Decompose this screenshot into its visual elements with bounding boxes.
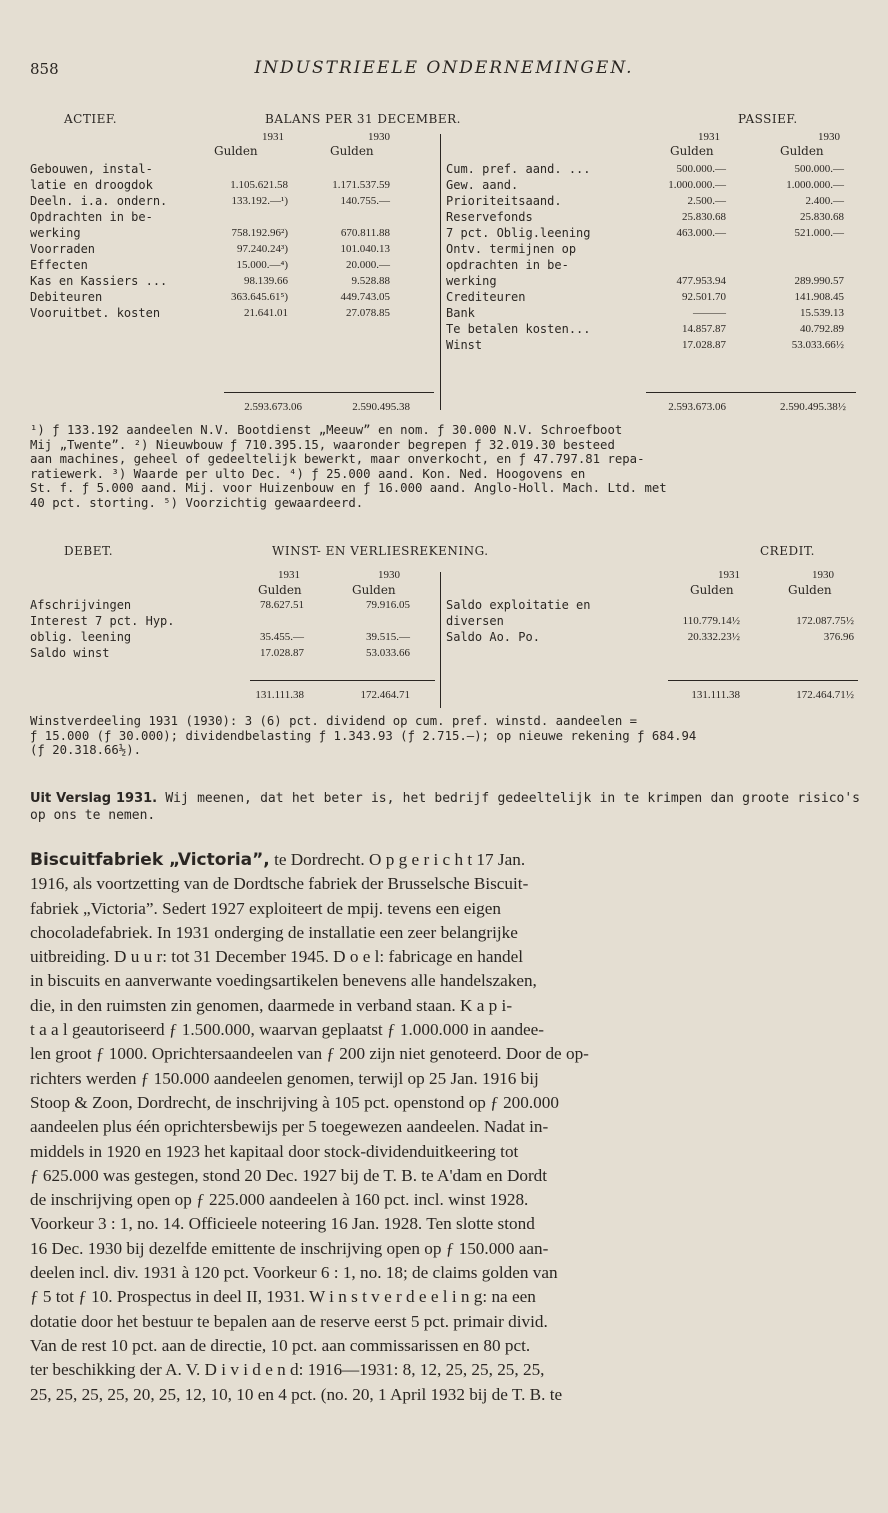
asset-row-label: Effecten (30, 258, 88, 272)
company-line: uitbreiding. D u u r: tot 31 December 1945. D o e l: fabricage en handel (30, 947, 524, 967)
credit-row-value-1931: 20.332.23½ (687, 631, 740, 643)
pnl-credit-year-1931: 1931 (718, 569, 740, 581)
asset-row-value-1931: 21.641.01 (244, 307, 288, 319)
asset-row-value-1930: 1.171.537.59 (332, 179, 390, 191)
liability-row-label: Te betalen kosten... (446, 322, 591, 336)
balance-right-total-rule (646, 392, 856, 393)
debit-row-label: oblig. leening (30, 630, 132, 644)
footnote-line: ¹) ƒ 133.192 aandeelen N.V. Bootdienst „Meeuw” en nom. ƒ 30.000 N.V. Schroefboot (30, 423, 623, 437)
asset-row-value-1931: 98.139.66 (244, 275, 288, 287)
balance-total-liab-1930: 2.590.495.38½ (780, 401, 846, 413)
annual-report-quote (30, 790, 860, 824)
page-number: 858 (30, 60, 59, 78)
liability-row-label: Winst (446, 338, 483, 352)
liability-row-value-1930: 289.990.57 (794, 275, 844, 287)
asset-row-label: Debiteuren (30, 290, 103, 304)
note-line: (ƒ 20.318.66½). (30, 743, 142, 757)
liability-row-label: Bank (446, 306, 475, 320)
asset-row-value-1930: 20.000.— (346, 259, 390, 271)
balance-footnotes (30, 423, 860, 510)
balance-total-assets-1931: 2.593.673.06 (244, 401, 302, 413)
balance-assets-year-1931: 1931 (262, 131, 284, 143)
pnl-total-credit-1930: 172.464.71½ (796, 689, 854, 701)
balance-assets-year-1930: 1930 (368, 131, 390, 143)
pnl-total-credit-1931: 131.111.38 (691, 689, 740, 701)
asset-row-value-1930: 449.743.05 (340, 291, 390, 303)
debit-row-label: Saldo winst (30, 646, 110, 660)
pnl-debit-unit-1930: Gulden (352, 583, 396, 597)
pnl-credit-unit-1931: Gulden (690, 583, 734, 597)
company-line: fabriek „Victoria”. Sedert 1927 exploiteert de mpij. tevens een eigen (30, 898, 501, 918)
company-line: te Dordrecht. O p g e r i c h t 17 Jan. (269, 850, 526, 869)
balance-total-liab-1931: 2.593.673.06 (668, 401, 726, 413)
asset-row-value-1930: 9.528.88 (351, 275, 390, 287)
footnote-line: ratiewerk. ³) Waarde per ulto Dec. ⁴) ƒ 25.000 aand. Kon. Ned. Hoogovens en (30, 466, 586, 481)
company-line: die, in den ruimsten zin genomen, daarmede in verband staan. K a p i- (30, 995, 513, 1015)
company-line: 1916, als voortzetting van de Dordtsche fabriek der Brusselsche Biscuit- (30, 874, 529, 894)
profit-distribution-note (30, 714, 860, 758)
company-entry (30, 848, 860, 1407)
liability-row-value-1931: 14.857.87 (682, 323, 726, 335)
liability-row-value-1930: 15.539.13 (800, 307, 844, 319)
asset-row-value-1931: 1.105.621.58 (230, 179, 288, 191)
note-line: ƒ 15.000 (ƒ 30.000); dividendbelasting ƒ 1.343.93 (ƒ 2.715.—); op nieuwe rekening ƒ 684.94 (30, 728, 697, 743)
asset-row-value-1930: 27.078.85 (346, 307, 390, 319)
balance-liab-year-1930: 1930 (818, 131, 840, 143)
verslag-text: Wij meenen, dat het beter is, het bedrijf gedeeltelijk in te krimpen dan groote risico's op ons te nemen. (30, 791, 860, 823)
footnote-line: Mij „Twente”. ²) Nieuwbouw ƒ 710.395.15, waaronder begrepen ƒ 32.019.30 besteed (30, 437, 615, 452)
pnl-debit-unit-1931: Gulden (258, 583, 302, 597)
liability-row-value-1931: 25.830.68 (682, 211, 726, 223)
asset-row-label: Vooruitbet. kosten (30, 306, 161, 320)
liability-row-value-1931: 477.953.94 (676, 275, 726, 287)
company-line: chocoladefabriek. In 1931 onderging de installatie een zeer belangrijke (30, 922, 518, 942)
liability-row-label: Ontv. termijnen op (446, 242, 577, 256)
company-line: middels in 1920 en 1923 het kapitaal door stock-dividenduitkeering tot (30, 1141, 519, 1161)
company-line: Van de rest 10 pct. aan de directie, 10 pct. aan commissarissen en 80 pct. (30, 1335, 531, 1355)
liability-row-value-1931: 92.501.70 (682, 291, 726, 303)
liability-row-label: werking (446, 274, 497, 288)
company-name: Biscuitfabriek „Victoria”, (30, 850, 270, 870)
pnl-credit-unit-1930: Gulden (788, 583, 832, 597)
asset-row-value-1931: 133.192.—¹) (231, 195, 288, 207)
company-line: ƒ 625.000 was gestegen, stond 20 Dec. 1927 bij de T. B. te A'dam en Dordt (30, 1165, 548, 1185)
company-line: aandeelen plus één oprichtersbewijs per 5 toegewezen aandeelen. Nadat in- (30, 1117, 549, 1137)
balance-liab-year-1931: 1931 (698, 131, 720, 143)
pnl-debit-year-1931: 1931 (278, 569, 300, 581)
liability-row-label: Gew. aand. (446, 178, 519, 192)
asset-row-value-1930: 101.040.13 (340, 243, 390, 255)
balance-liab-unit-1930: Gulden (780, 144, 824, 158)
liability-row-value-1931: ——— (693, 307, 726, 319)
debit-row-value-1931: 78.627.51 (260, 599, 304, 611)
balance-right-heading: PASSIEF. (738, 112, 798, 126)
credit-row-label: diversen (446, 614, 504, 628)
pnl-total-debit-1930: 172.464.71 (360, 689, 410, 701)
note-line: Winstverdeeling 1931 (1930): 3 (6) pct. dividend op cum. pref. winstd. aandeelen = (30, 714, 638, 728)
liability-row-value-1930: 25.830.68 (800, 211, 844, 223)
balance-left-total-rule (224, 392, 434, 393)
pnl-right-total-rule (668, 680, 858, 681)
liability-row-label: 7 pct. Oblig.leening (446, 226, 591, 240)
footnote-line: 40 pct. storting. ⁵) Voorzichtig gewaardeerd. (30, 495, 364, 510)
company-line: len groot ƒ 1000. Oprichtersaandeelen van ƒ 200 zijn niet genoteerd. Door de op- (30, 1044, 589, 1064)
pnl-left-heading: DEBET. (64, 544, 114, 558)
asset-row-value-1931: 363.645.61⁵) (231, 291, 288, 303)
company-line: ƒ 5 tot ƒ 10. Prospectus in deel II, 1931. W i n s t v e r d e e l i n g: na een (30, 1287, 536, 1307)
debit-row-value-1930: 53.033.66 (366, 647, 410, 659)
asset-row-value-1931: 97.240.24³) (237, 243, 288, 255)
asset-row-value-1931: 758.192.96²) (231, 227, 288, 239)
asset-row-label: werking (30, 226, 81, 240)
asset-row-value-1931: 15.000.—⁴) (236, 259, 288, 271)
liability-row-label: Prioriteitsaand. (446, 194, 562, 208)
balance-assets-unit-1930: Gulden (330, 144, 374, 158)
company-line-first (30, 848, 860, 872)
liability-row-label: opdrachten in be- (446, 258, 569, 272)
company-line: 16 Dec. 1930 bij dezelfde emittente de inschrijving open op ƒ 150.000 aan- (30, 1238, 549, 1258)
company-line: ter beschikking der A. V. D i v i d e n d: 1916—1931: 8, 12, 25, 25, 25, 25, (30, 1360, 545, 1380)
company-line: 25, 25, 25, 25, 20, 25, 12, 10, 10 en 4 pct. (no. 20, 1 April 1932 bij de T. B. te (30, 1384, 563, 1404)
company-line: dotatie door het bestuur te bepalen aan de reserve eerst 5 pct. primair divid. (30, 1311, 548, 1331)
liability-row-value-1931: 2.500.— (687, 195, 726, 207)
footnote-line: St. f. ƒ 5.000 aand. Mij. voor Huizenbouw en ƒ 16.000 aand. Anglo-Holl. Mach. Ltd. met (30, 481, 667, 495)
asset-row-label: Voorraden (30, 242, 96, 256)
pnl-divider (440, 572, 441, 708)
asset-row-value-1930: 670.811.88 (340, 227, 390, 239)
credit-row-value-1930: 376.96 (823, 631, 854, 643)
balance-center-heading: BALANS PER 31 DECEMBER. (265, 112, 461, 126)
liability-row-value-1930: 141.908.45 (794, 291, 844, 303)
liability-row-value-1931: 500.000.— (676, 163, 726, 175)
liability-row-label: Reservefonds (446, 210, 533, 224)
debit-row-value-1930: 79.916.05 (366, 599, 410, 611)
footnote-line: aan machines, geheel of gedeeltelijk bewerkt, maar onverkocht, en ƒ 47.797.81 repa- (30, 452, 645, 466)
asset-row-label: Opdrachten in be- (30, 210, 153, 224)
debit-row-label: Afschrijvingen (30, 598, 132, 612)
pnl-center-heading: WINST- EN VERLIESREKENING. (272, 544, 489, 558)
asset-row-label: Gebouwen, instal- (30, 162, 153, 176)
liability-row-value-1930: 53.033.66½ (791, 339, 844, 351)
liability-row-value-1930: 500.000.— (794, 163, 844, 175)
pnl-right-heading: CREDIT. (760, 544, 815, 558)
balance-liab-unit-1931: Gulden (670, 144, 714, 158)
pnl-left-total-rule (250, 680, 435, 681)
liability-row-value-1930: 2.400.— (805, 195, 844, 207)
verslag-label: Uit Verslag 1931. (30, 791, 158, 806)
liability-row-label: Crediteuren (446, 290, 526, 304)
company-line: deelen incl. div. 1931 à 120 pct. Voorkeur 6 : 1, no. 18; de claims golden van (30, 1263, 558, 1283)
company-line: t a a l geautoriseerd ƒ 1.500.000, waarvan geplaatst ƒ 1.000.000 in aandee- (30, 1020, 545, 1040)
running-title: INDUSTRIEELE ONDERNEMINGEN. (254, 58, 634, 78)
balance-total-assets-1930: 2.590.495.38 (352, 401, 410, 413)
debit-row-value-1931: 17.028.87 (260, 647, 304, 659)
credit-row-label: Saldo Ao. Po. (446, 630, 540, 644)
debit-row-label: Interest 7 pct. Hyp. (30, 614, 175, 628)
asset-row-label: latie en droogdok (30, 178, 153, 192)
company-line: Voorkeur 3 : 1, no. 14. Officieele noteering 16 Jan. 1928. Ten slotte stond (30, 1214, 535, 1234)
pnl-credit-year-1930: 1930 (812, 569, 834, 581)
pnl-total-debit-1931: 131.111.38 (255, 689, 304, 701)
liability-row-value-1931: 463.000.— (676, 227, 726, 239)
asset-row-value-1930: 140.755.— (340, 195, 390, 207)
liability-row-value-1930: 1.000.000.— (786, 179, 844, 191)
credit-row-value-1930: 172.087.75½ (796, 615, 854, 627)
asset-row-label: Deeln. i.a. ondern. (30, 194, 168, 208)
company-line: richters werden ƒ 150.000 aandeelen genomen, terwijl op 25 Jan. 1916 bij (30, 1068, 539, 1088)
liability-row-value-1931: 1.000.000.— (668, 179, 726, 191)
credit-row-value-1931: 110.779.14½ (682, 615, 740, 627)
company-line: de inschrijving open op ƒ 225.000 aandeelen à 160 pct. incl. winst 1928. (30, 1190, 529, 1210)
liability-row-value-1930: 521.000.— (794, 227, 844, 239)
balance-divider (440, 134, 441, 410)
liability-row-value-1931: 17.028.87 (682, 339, 726, 351)
credit-row-label: Saldo exploitatie en (446, 598, 591, 612)
company-line: in biscuits en aanverwante voedingsartikelen benevens alle handelszaken, (30, 971, 537, 991)
pnl-debit-year-1930: 1930 (378, 569, 400, 581)
liability-row-value-1930: 40.792.89 (800, 323, 844, 335)
asset-row-label: Kas en Kassiers ... (30, 274, 168, 288)
debit-row-value-1931: 35.455.— (260, 631, 304, 643)
company-line: Stoop & Zoon, Dordrecht, de inschrijving à 105 pct. openstond op ƒ 200.000 (30, 1092, 559, 1112)
liability-row-label: Cum. pref. aand. ... (446, 162, 591, 176)
balance-assets-unit-1931: Gulden (214, 144, 258, 158)
debit-row-value-1930: 39.515.— (366, 631, 410, 643)
balance-left-heading: ACTIEF. (64, 112, 118, 126)
